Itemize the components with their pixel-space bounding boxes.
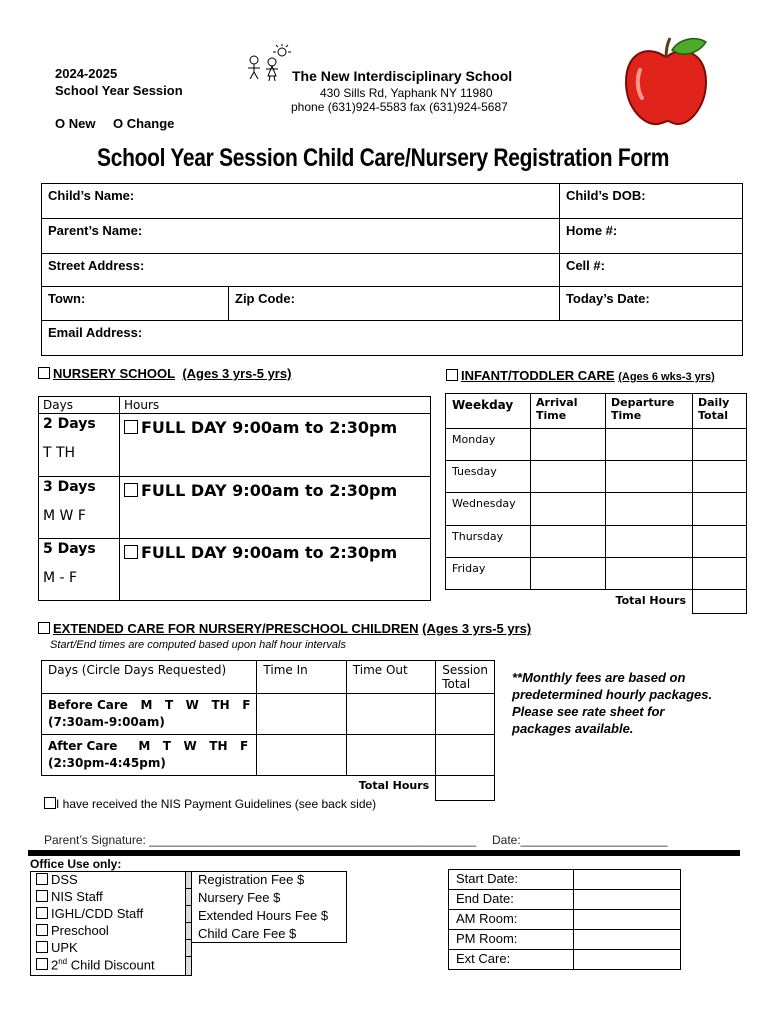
- preschool-checkbox[interactable]: [36, 924, 48, 936]
- extended-note: Start/End times are computed based upon half hour intervals: [50, 639, 346, 651]
- nursery-pattern: M W F: [43, 508, 86, 524]
- nursery-option: FULL DAY 9:00am to 2:30pm: [141, 418, 398, 437]
- office-heading: Office Use only:: [30, 857, 122, 871]
- date-label: AM Room:: [449, 910, 574, 930]
- nursery-option: FULL DAY 9:00am to 2:30pm: [141, 481, 398, 500]
- office-item: [31, 940, 186, 957]
- infant-heading: [446, 368, 715, 383]
- departure-cell[interactable]: [606, 558, 693, 590]
- after-time-in[interactable]: [257, 735, 346, 776]
- fullday-3-checkbox[interactable]: [124, 483, 138, 497]
- school-address: 430 Sills Rd, Yaphank NY 11980: [320, 86, 493, 100]
- street-address-field[interactable]: Street Address:: [42, 254, 560, 287]
- dss-checkbox[interactable]: [36, 873, 48, 885]
- date-line[interactable]: Date:______________________: [492, 833, 668, 847]
- office-item: [31, 906, 186, 923]
- infant-total-cell[interactable]: [693, 590, 747, 614]
- guidelines-checkbox[interactable]: [44, 797, 56, 809]
- office-item-label: IGHL/CDD Staff: [51, 905, 144, 921]
- nursery-col-hours: Hours: [120, 397, 431, 414]
- info-table: [41, 183, 743, 356]
- before-care-label: Before Care M T W TH F: [48, 698, 251, 712]
- infant-col-daily: Daily Total: [693, 394, 747, 429]
- fullday-5-checkbox[interactable]: [124, 545, 138, 559]
- infant-total-label: Total Hours: [615, 594, 686, 607]
- second-child-checkbox[interactable]: [36, 958, 48, 970]
- office-item-label: NIS Staff: [51, 888, 103, 904]
- new-option[interactable]: O New: [55, 116, 96, 131]
- extended-col-timeout: Time Out: [346, 661, 435, 694]
- fee-line[interactable]: Child Care Fee $: [192, 926, 347, 943]
- nursery-row: [39, 414, 431, 477]
- child-name-field[interactable]: Child’s Name:: [42, 184, 560, 219]
- before-session-total[interactable]: [436, 694, 495, 735]
- office-item-label: DSS: [51, 872, 78, 887]
- school-name: The New Interdisciplinary School: [292, 68, 513, 84]
- departure-cell[interactable]: [606, 526, 693, 558]
- daily-total-cell[interactable]: [693, 558, 747, 590]
- departure-cell[interactable]: [606, 461, 693, 493]
- daily-total-cell[interactable]: [693, 493, 747, 526]
- town-field[interactable]: Town:: [42, 287, 229, 321]
- office-item: [31, 923, 186, 940]
- nursery-row: [39, 477, 431, 539]
- before-time-in[interactable]: [257, 694, 346, 735]
- fees-note: **Monthly fees are based on predetermined hourly packages. Please see rate sheet for packages available.: [512, 670, 713, 736]
- before-time-out[interactable]: [346, 694, 435, 735]
- arrival-cell[interactable]: [531, 526, 606, 558]
- fee-line[interactable]: Nursery Fee $: [192, 890, 347, 908]
- divider: [28, 850, 740, 856]
- arrival-cell[interactable]: [531, 461, 606, 493]
- fullday-2-checkbox[interactable]: [124, 420, 138, 434]
- nursery-heading: [38, 366, 291, 381]
- extended-total-label: Total Hours: [358, 779, 430, 792]
- parent-name-field[interactable]: Parent’s Name:: [42, 219, 560, 254]
- change-option[interactable]: O Change: [113, 116, 175, 131]
- date-value[interactable]: [574, 950, 681, 970]
- office-item-label: Preschool: [51, 922, 109, 938]
- date-label: End Date:: [449, 890, 574, 910]
- guidelines-line: [44, 797, 376, 811]
- nursery-col-days: Days: [39, 397, 120, 414]
- daily-total-cell[interactable]: [693, 429, 747, 461]
- arrival-cell[interactable]: [531, 558, 606, 590]
- date-label: PM Room:: [449, 930, 574, 950]
- office-item: [31, 957, 186, 976]
- date-value[interactable]: [574, 890, 681, 910]
- weekday-cell: Wednesday: [446, 493, 531, 526]
- signature-line[interactable]: Parent’s Signature: _________________________________________________: [44, 833, 477, 847]
- office-item: [31, 872, 186, 889]
- before-care-time: (7:30am-9:00am): [48, 715, 165, 729]
- weekday-cell: Thursday: [446, 526, 531, 558]
- infant-ages: (Ages 6 wks-3 yrs): [618, 371, 715, 383]
- nursery-days: 2 Days: [43, 416, 96, 432]
- fee-line[interactable]: Extended Hours Fee $: [192, 908, 347, 926]
- child-dob-field[interactable]: Child’s DOB:: [559, 184, 742, 219]
- nursery-pattern: T TH: [43, 445, 76, 461]
- infant-table: [445, 393, 747, 614]
- fee-line[interactable]: Registration Fee $: [192, 872, 347, 890]
- school-year: 2024-2025: [55, 66, 118, 81]
- weekday-cell: Friday: [446, 558, 531, 590]
- apple-icon: [620, 36, 712, 130]
- upk-checkbox[interactable]: [36, 941, 48, 953]
- infant-col-weekday: Weekday: [446, 394, 531, 429]
- second-child-number: 2: [51, 956, 59, 972]
- infant-col-arrival: Arrival Time: [531, 394, 606, 429]
- nursery-option: FULL DAY 9:00am to 2:30pm: [141, 543, 398, 562]
- home-phone-field[interactable]: Home #:: [559, 219, 742, 254]
- before-care-row: [42, 694, 495, 735]
- date-label: Ext Care:: [449, 950, 574, 970]
- arrival-cell[interactable]: [531, 493, 606, 526]
- guidelines-text: I have received the NIS Payment Guidelines (see back side): [56, 797, 377, 811]
- extended-ages: (Ages 3 yrs-5 yrs): [422, 621, 532, 636]
- infant-checkbox[interactable]: [446, 369, 458, 381]
- nis-staff-checkbox[interactable]: [36, 890, 48, 902]
- nursery-row: [39, 539, 431, 601]
- infant-row: [446, 558, 747, 590]
- departure-cell[interactable]: [606, 429, 693, 461]
- children-logo-icon: [242, 44, 292, 82]
- after-care-row: [42, 735, 495, 776]
- dates-table: [448, 869, 681, 970]
- infant-col-departure: Departure Time: [606, 394, 693, 429]
- nursery-heading-text: NURSERY SCHOOL: [53, 366, 176, 381]
- date-label: Start Date:: [449, 870, 574, 890]
- daily-total-cell[interactable]: [693, 526, 747, 558]
- school-phone: phone (631)924-5583 fax (631)924-5687: [291, 100, 508, 114]
- office-item-label: UPK: [51, 939, 78, 955]
- extended-col-days: Days (Circle Days Requested): [42, 661, 257, 694]
- extended-col-timein: Time In: [257, 661, 346, 694]
- date-value[interactable]: [574, 870, 681, 890]
- cell-phone-field[interactable]: Cell #:: [559, 254, 742, 287]
- nursery-days: 5 Days: [43, 541, 96, 557]
- infant-row: [446, 429, 747, 461]
- after-care-label: After Care M T W TH F: [48, 739, 249, 753]
- date-value[interactable]: [574, 910, 681, 930]
- extended-heading: [38, 621, 531, 636]
- extended-table: [41, 660, 495, 801]
- nursery-checkbox[interactable]: [38, 367, 50, 379]
- weekday-cell: Tuesday: [446, 461, 531, 493]
- nursery-days: 3 Days: [43, 479, 96, 495]
- fees-table: [192, 871, 347, 943]
- infant-row: [446, 461, 747, 493]
- after-session-total[interactable]: [436, 735, 495, 776]
- office-checklist: [30, 871, 192, 976]
- daily-total-cell[interactable]: [693, 461, 747, 493]
- todays-date-field[interactable]: Today’s Date:: [559, 287, 742, 321]
- infant-row: [446, 526, 747, 558]
- arrival-cell[interactable]: [531, 429, 606, 461]
- second-child-suffix: nd: [58, 956, 68, 966]
- session-label: School Year Session: [55, 83, 183, 98]
- nursery-pattern: M - F: [43, 570, 78, 586]
- ighl-checkbox[interactable]: [36, 907, 48, 919]
- extended-total-cell[interactable]: [436, 776, 495, 801]
- infant-row: [446, 493, 747, 526]
- after-time-out[interactable]: [346, 735, 435, 776]
- date-value[interactable]: [574, 930, 681, 950]
- zip-code-field[interactable]: Zip Code:: [229, 287, 560, 321]
- nursery-ages: (Ages 3 yrs-5 yrs): [182, 366, 292, 381]
- weekday-cell: Monday: [446, 429, 531, 461]
- form-title: School Year Session Child Care/Nursery Registration Form: [97, 145, 670, 173]
- office-item: [31, 889, 186, 906]
- extended-checkbox[interactable]: [38, 622, 50, 634]
- second-child-label: Child Discount: [67, 956, 155, 972]
- extended-col-session: Session Total: [436, 661, 495, 694]
- extended-heading-text: EXTENDED CARE FOR NURSERY/PRESCHOOL CHILDREN: [53, 621, 419, 636]
- after-care-time: (2:30pm-4:45pm): [48, 756, 166, 770]
- email-field[interactable]: Email Address:: [42, 321, 743, 356]
- departure-cell[interactable]: [606, 493, 693, 526]
- nursery-table: [38, 396, 431, 601]
- infant-heading-text: INFANT/TODDLER CARE: [461, 368, 615, 383]
